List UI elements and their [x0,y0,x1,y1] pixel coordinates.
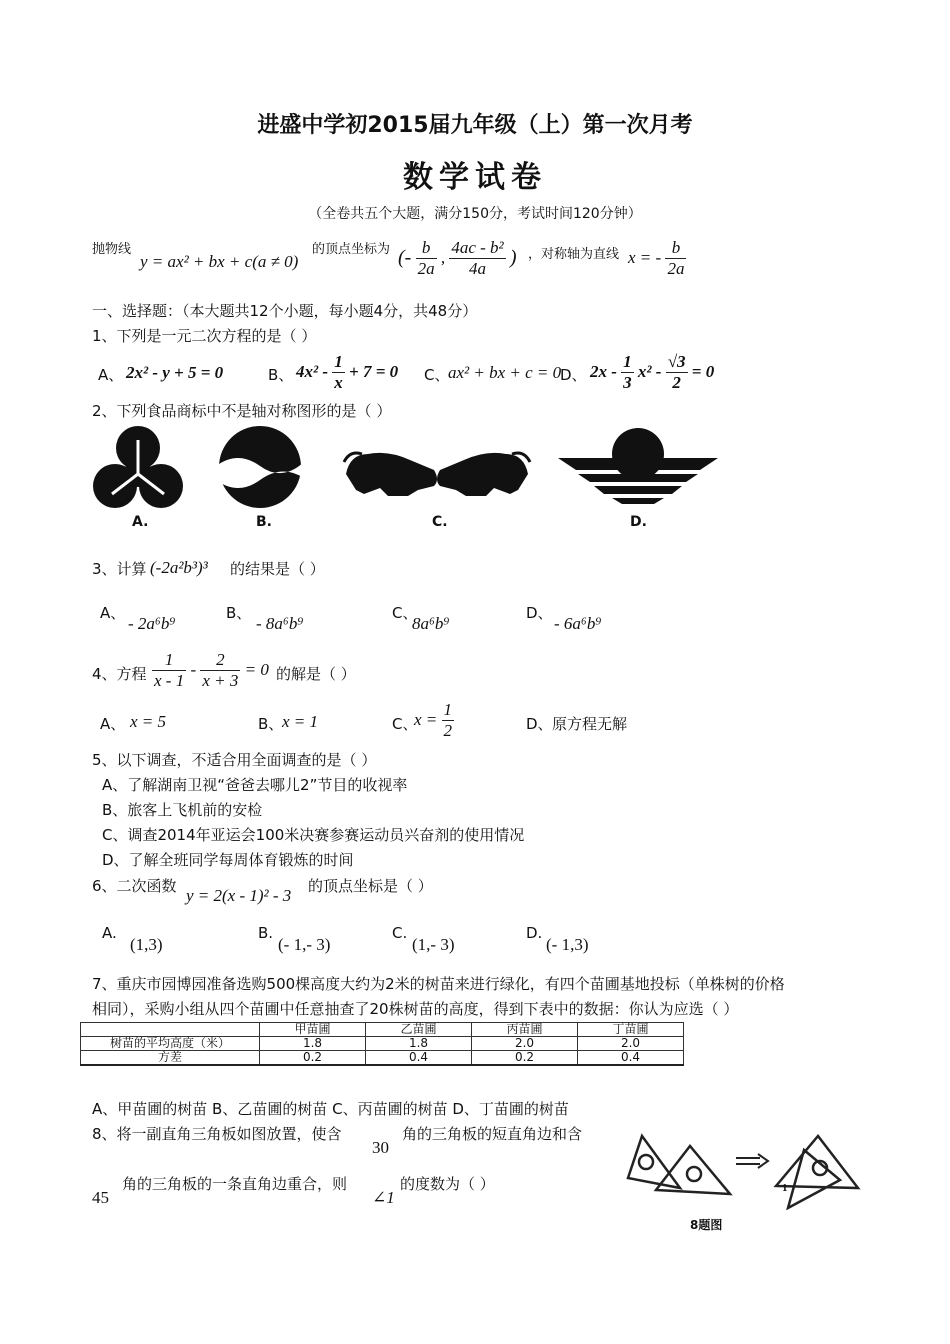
q1-a-math: 2x² - y + 5 = 0 [126,363,224,382]
q1-a-label: A、 [98,366,124,384]
formula-prefix: 抛物线 [92,242,132,257]
vertex-formula: (- $\frac{b}{2a}$ , $\frac{\text{4ac - b²}}{4a}$ ) [398,238,517,278]
formula-equation: y = ax² + bx + c(a ≠ 0) [140,252,299,271]
q6-d-label: D. [526,924,543,942]
q4-a-label: A、 [100,715,126,733]
table-row [81,1037,684,1051]
q4-d-text: 原方程无解 [552,715,628,733]
table-cell: 0.2 [260,1051,366,1066]
q1-c-math: ax² + bx + c = 0 [448,363,562,382]
q1-d-num1: 1 [623,352,632,371]
table-cell: 树苗的平均高度（米） [81,1037,260,1051]
formula-mid-text: 的顶点坐标为 [312,242,391,257]
q4-eq: = 0 [244,660,269,680]
section-heading: 一、选择题：（本大题共12个小题，每小题4分，共48分） [92,302,478,320]
q6-b-math: (- 1,- 3) [278,935,331,954]
table-header-cell: 丁苗圃 [578,1023,684,1037]
q3-a-label: A、 [100,604,126,622]
q2-stem: 2、下列食品商标中不是轴对称图形的是（ ） [92,402,392,420]
table-cell: 方差 [81,1051,260,1066]
q6-a-label: A. [102,924,117,942]
q4-d-label: D、 [526,715,553,733]
table-header-cell: 丙苗圃 [472,1023,578,1037]
q3-b-math: - 8a⁶b⁹ [256,614,304,633]
q8-line1-pre: 8、将一副直角三角板如图放置，使含 [92,1125,342,1143]
q3-stem-pre: 3、计算 [92,560,147,578]
winged-sun-logo-icon [558,428,718,504]
q3-b-label: B、 [226,604,252,622]
exam-title: 进盛中学初2015届九年级（上）第一次月考 [257,113,693,138]
table-header-cell: 甲苗圃 [260,1023,366,1037]
q7-line-2: 相同），采购小组从四个苗圃中任意抽查了20株树苗的高度，得到下表中的数据：你认为应选（ ） [92,1000,739,1018]
table-cell: 1.8 [260,1037,366,1051]
q1-d-post: = 0 [691,362,715,382]
q6-stem-pre: 6、二次函数 [92,877,177,895]
q8-angle: ∠1 [372,1188,395,1207]
table-cell: 0.2 [472,1051,578,1066]
vertex-num-1: b [416,238,437,259]
triangle-set-icon [628,1136,730,1194]
table-header-cell [81,1023,260,1037]
q6-c-label: C. [392,924,408,942]
q5-stem: 5、以下调查，不适合用全面调查的是（ ） [92,751,377,769]
q2-label-d: D. [630,514,647,530]
table-header-row [81,1023,684,1037]
q8-triangle-figure [618,1130,868,1210]
q5-option-a: A、了解湖南卫视“爸爸去哪儿2”节目的收视率 [102,776,408,794]
q1-d-den2: 2 [672,372,681,392]
q1-d-label: D、 [560,366,587,384]
twin-bulls-logo-icon [344,453,530,496]
vertex-den-1: 2a [417,258,435,278]
q4-num1: 1 [152,650,186,671]
q4-minus: - [190,660,197,680]
q1-c-label: C、 [424,366,450,384]
q6-b-label: B. [258,924,274,942]
q1-b-post: + 7 = 0 [349,362,399,382]
q5-option-b: B、旅客上飞机前的安检 [102,801,263,819]
q1-b-math [296,352,398,392]
vertex-den-2: 4a [468,258,486,278]
q2-label-c: C. [432,514,448,530]
q4-den2: x + 3 [202,670,239,690]
exam-note: （全卷共五个大题，满分150分，考试时间120分钟） [308,206,642,222]
q1-d-num2: √3 [667,352,686,371]
exam-subtitle: 数学试卷 [403,160,547,195]
table-cell: 2.0 [578,1037,684,1051]
q4-c-num: 1 [443,700,453,719]
q1-b-num: 1 [334,352,343,371]
table-cell: 0.4 [366,1051,472,1066]
q5-option-c: C、调查2014年亚运会100米决赛参赛运动员兴奋剂的使用情况 [102,826,525,844]
q3-d-label: D、 [526,604,553,622]
q1-d-mid: x² - [637,362,662,382]
arrow-right-icon [736,1154,768,1168]
axis-text: ，对称轴为直线 [528,247,620,262]
q8-line2-post: 的度数为（ ） [400,1175,495,1193]
q8-num-30: 30 [372,1138,389,1157]
q1-b-pre: 4x² - [296,362,329,382]
q2-label-b: B. [256,514,272,530]
q3-d-math: - 6a⁶b⁹ [554,614,602,633]
q4-equation [152,650,269,690]
q3-stem-math: (-2a²b³)³ [150,558,208,577]
q8-line2-mid: 角的三角板的一条直角边重合，则 [122,1175,348,1193]
table-header-cell: 乙苗圃 [366,1023,472,1037]
q4-c-lhs: x = [414,710,438,730]
q3-c-label: C、 [392,604,418,622]
vertex-num-2: 4ac - b² [451,238,504,257]
axis-num: b [665,238,686,259]
q1-b-den: x [334,372,343,392]
q3-c-math: 8a⁶b⁹ [412,614,450,633]
q1-d-math [590,352,714,392]
q7-answers: A、甲苗圃的树苗 B、乙苗圃的树苗 C、丙苗圃的树苗 D、丁苗圃的树苗 [92,1100,569,1118]
q3-a-math: - 2a⁶b⁹ [128,614,176,633]
q7-line-1: 7、重庆市园博园准备选购500棵高度大约为2米的树苗来进行绿化，有四个苗圃基地投标（单株树的价格 [92,975,785,993]
overlapped-triangles-icon [776,1136,858,1208]
q4-stem-pre: 4、方程 [92,665,147,683]
q4-b-math: x = 1 [282,712,319,731]
q5-option-d: D、了解全班同学每周体育锻炼的时间 [102,851,354,869]
q6-stem-post: 的顶点坐标是（ ） [308,877,433,895]
q4-stem-post: 的解是（ ） [276,665,356,683]
trefoil-logo-icon [93,426,183,508]
q2-label-a: A. [132,514,149,530]
table-row [81,1051,684,1066]
q8-figure-caption: 8题图 [690,1218,723,1232]
q4-c-den: 2 [443,720,453,740]
axis-lhs: x = - [628,248,662,268]
table-cell: 0.4 [578,1051,684,1066]
q1-stem: 1、下列是一元二次方程的是（ ） [92,327,317,345]
q4-c-label: C、 [392,715,418,733]
q6-a-math: (1,3) [130,935,163,954]
axis-den: 2a [667,258,685,278]
axis-formula [628,238,686,278]
table-cell: 2.0 [472,1037,578,1051]
q1-b-label: B、 [268,366,294,384]
q6-d-math: (- 1,3) [546,935,589,954]
q4-b-label: B、 [258,715,284,733]
table-cell: 1.8 [366,1037,472,1051]
q6-c-math: (1,- 3) [412,935,455,954]
q4-c-math [414,700,454,740]
q8-line1-post: 角的三角板的短直角边和含 [402,1125,583,1143]
q1-d-den1: 3 [623,372,632,392]
q8-figure-label: 1 [782,1182,788,1194]
wave-circle-logo-icon [216,426,304,508]
q1-d-pre: 2x - [590,362,617,382]
q8-num-45: 45 [92,1188,109,1207]
q2-logos [88,424,718,536]
q4-den1: x - 1 [154,670,185,690]
q7-data-table [80,1022,684,1066]
q4-a-math: x = 5 [130,712,167,731]
q4-num2: 2 [200,650,240,671]
q6-stem-math: y = 2(x - 1)² - 3 [186,886,292,905]
q3-stem-post: 的结果是（ ） [230,560,325,578]
